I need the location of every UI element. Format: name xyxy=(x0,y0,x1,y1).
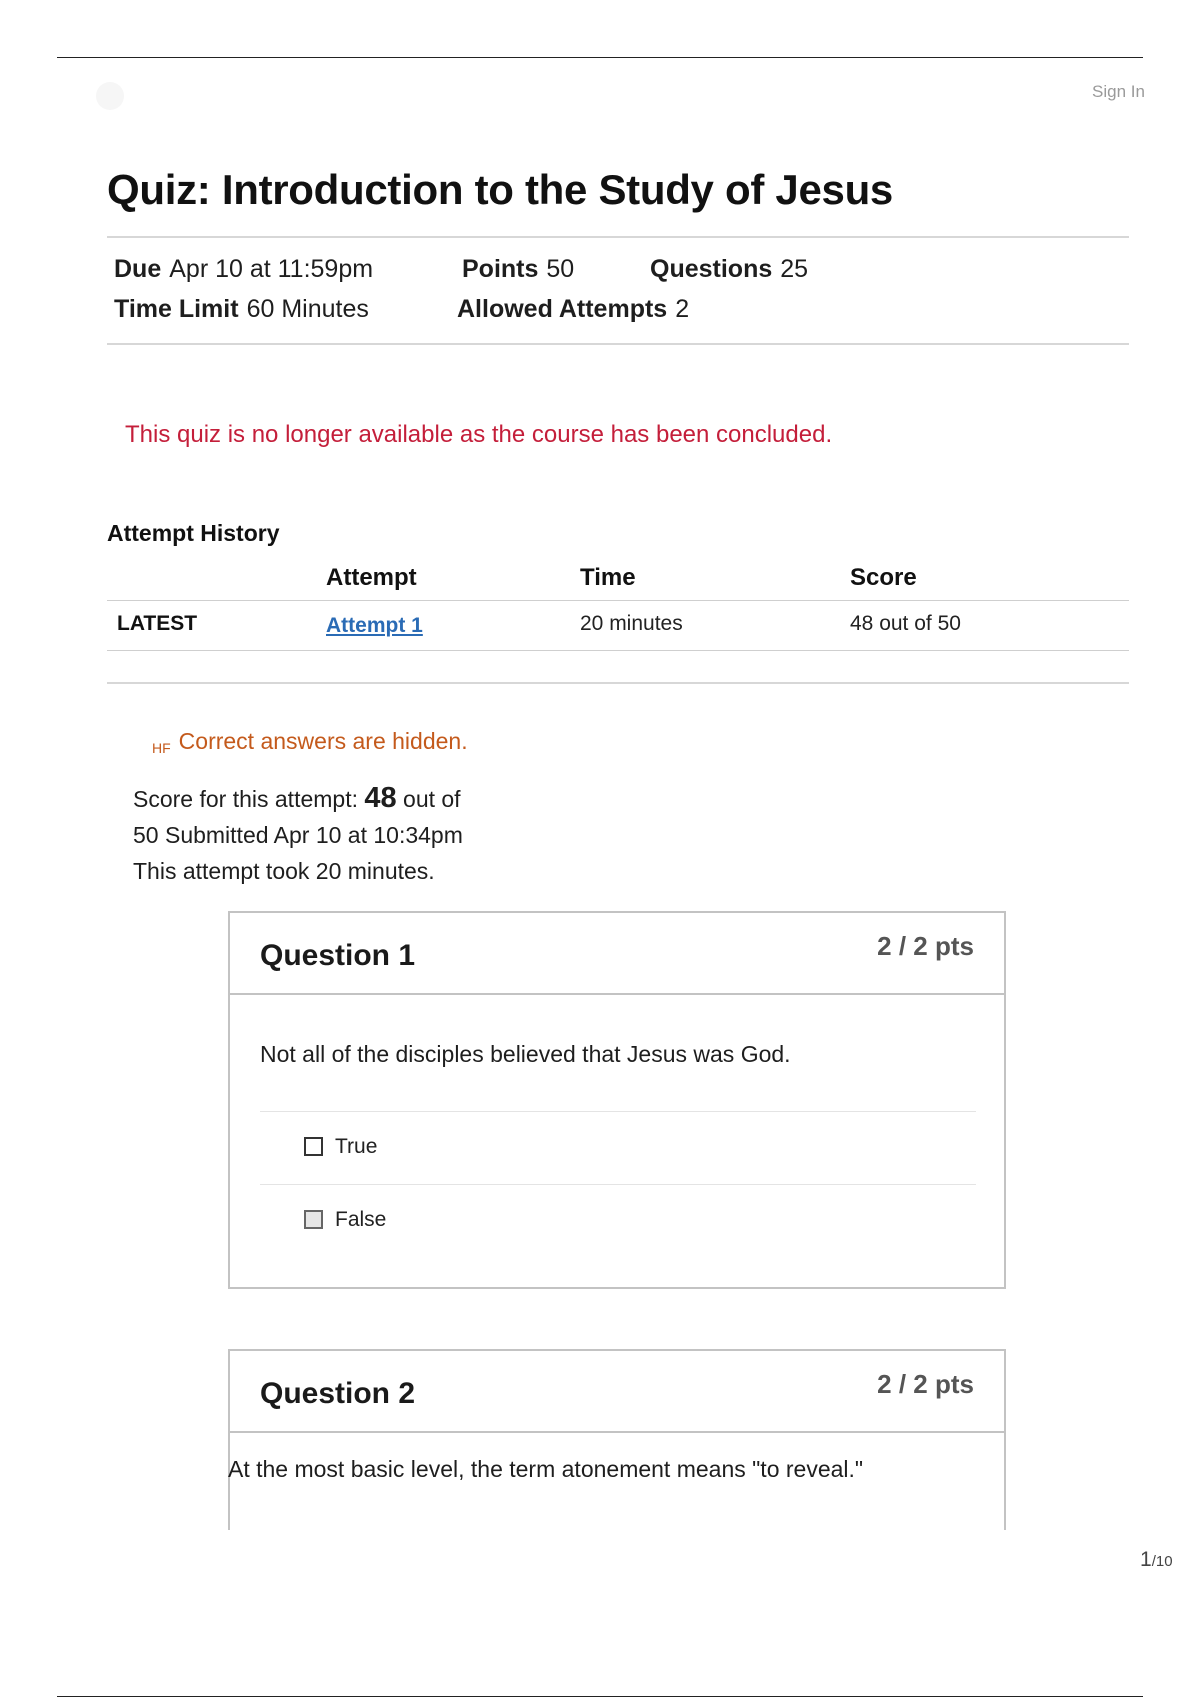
attempt-summary xyxy=(133,780,533,889)
points-value: 50 xyxy=(546,255,575,283)
questions-label: Questions xyxy=(650,255,773,283)
option-label: True xyxy=(335,1135,378,1158)
option-divider xyxy=(260,1111,976,1112)
answers-hidden-text: Correct answers are hidden. xyxy=(178,728,468,754)
divider xyxy=(107,236,1129,238)
score-suffix: out of xyxy=(403,786,461,812)
attempt-score: 48 out of 50 xyxy=(850,612,961,635)
time-limit-value: 60 Minutes xyxy=(246,295,369,323)
divider xyxy=(107,682,1129,684)
attempts-label: Allowed Attempts xyxy=(457,295,668,323)
hidden-answers-icon: HF xyxy=(152,740,171,756)
question-title: Question 2 xyxy=(260,1377,416,1410)
current-page: 1 xyxy=(1140,1548,1152,1571)
table-divider xyxy=(107,650,1129,651)
question-title: Question 1 xyxy=(260,939,416,972)
bottom-rule xyxy=(57,1696,1143,1697)
option-label: False xyxy=(335,1208,387,1231)
answer-option-true[interactable] xyxy=(304,1135,377,1159)
due-value: Apr 10 at 11:59pm xyxy=(169,255,374,283)
submitted-line: 50 Submitted Apr 10 at 10:34pm xyxy=(133,822,463,848)
attempt-1-link[interactable]: Attempt 1 xyxy=(326,614,423,637)
questions-value: 25 xyxy=(780,255,809,283)
time-limit-label: Time Limit xyxy=(114,295,239,323)
points-info xyxy=(462,255,574,284)
score-prefix: Score for this attempt: xyxy=(133,786,358,812)
column-header-score: Score xyxy=(850,564,917,591)
sign-in-link[interactable]: Sign In xyxy=(1092,82,1145,101)
question-text: At the most basic level, the term atonement means "to reveal." xyxy=(228,1456,864,1482)
score-value: 48 xyxy=(364,782,397,814)
time-limit-info xyxy=(114,295,369,324)
question-header xyxy=(230,1351,1004,1433)
attempts-value: 2 xyxy=(675,295,690,323)
questions-info xyxy=(650,255,808,284)
table-divider xyxy=(107,600,1129,601)
option-divider xyxy=(260,1184,976,1185)
course-concluded-notice: This quiz is no longer available as the course has been concluded. xyxy=(125,421,833,448)
top-rule xyxy=(57,57,1143,58)
attempt-history-title: Attempt History xyxy=(107,520,280,546)
question-text: Not all of the disciples believed that Jesus was God. xyxy=(260,1041,791,1067)
column-header-attempt: Attempt xyxy=(326,564,417,591)
question-card xyxy=(228,1349,1006,1530)
attempt-time: 20 minutes xyxy=(580,612,683,635)
answer-option-false[interactable] xyxy=(304,1208,386,1232)
checkbox-icon[interactable] xyxy=(304,1210,323,1229)
total-pages: /10 xyxy=(1151,1553,1173,1570)
points-label: Points xyxy=(462,255,539,283)
column-header-time: Time xyxy=(580,564,636,591)
page-title: Quiz: Introduction to the Study of Jesus xyxy=(107,166,893,213)
due-info xyxy=(114,255,373,284)
due-label: Due xyxy=(114,255,162,283)
attempts-info xyxy=(457,295,689,324)
question-card xyxy=(228,911,1006,1289)
question-points: 2 / 2 pts xyxy=(877,931,974,961)
checkbox-icon[interactable] xyxy=(304,1137,323,1156)
duration-line: This attempt took 20 minutes. xyxy=(133,858,435,884)
question-points: 2 / 2 pts xyxy=(877,1369,974,1399)
logo-icon xyxy=(96,82,124,110)
divider xyxy=(107,343,1129,345)
latest-label: LATEST xyxy=(117,612,198,635)
answers-hidden-notice xyxy=(152,728,468,756)
question-header xyxy=(230,913,1004,995)
page-number xyxy=(1140,1548,1173,1572)
